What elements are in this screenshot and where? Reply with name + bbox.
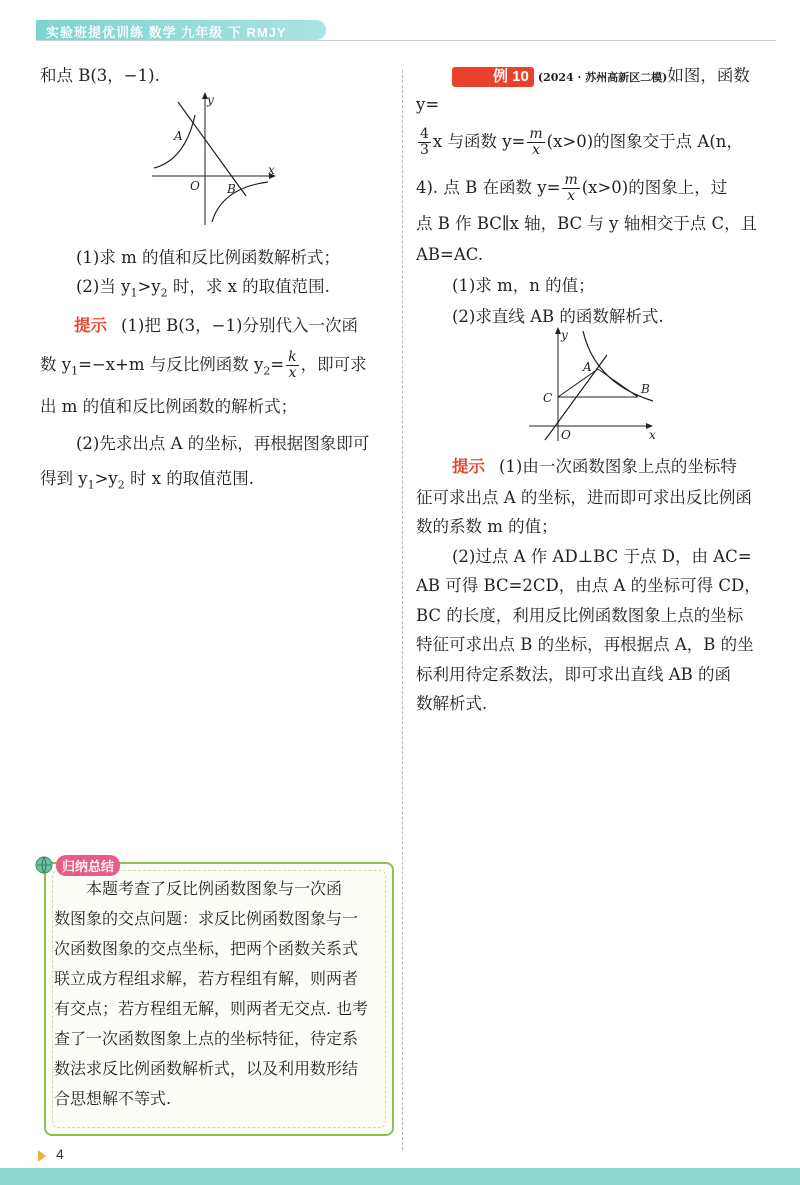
right-segment-ca [558,369,598,397]
right-h7: 特征可求出点 B 的坐标，再根据点 A，B 的坐 [416,635,754,654]
summary-line: 合思想解不等式. [54,1089,172,1108]
summary-text [54,874,386,1114]
left-hint-line2 [40,348,392,388]
summary-line: 查了一次函数图象上点的坐标特征，待定系 [54,1029,359,1048]
right-line5: AB=AC. [416,245,484,264]
right-line2 [416,124,778,160]
right-frac1-den: 3 [420,142,429,158]
right-frac2 [527,127,544,158]
left-hint2-b-pre: 得到 y [40,468,88,488]
header-title: 实验班提优训练 数学 九年级 下 RMJY [46,25,287,40]
left-line1: 和点 B(3，−1). [40,66,160,85]
footer-band [0,1168,800,1185]
right-h4: (2)过点 A 作 AD⊥BC 于点 D，由 AC= [452,546,752,566]
left-q2-sub1: 1 [130,286,138,300]
right-l3-a: 4). 点 B 在函数 y= [416,178,561,197]
left-hint1-b-mid: =−x+m 与反比例函数 y [78,355,264,375]
summary-line: 数法求反比例函数解析式，以及利用数形结 [54,1059,359,1078]
left-q2-pre: (2)当 y [76,277,131,296]
right-frac3 [562,173,579,204]
left-hint2-a: (2)先求出点 A 的坐标，再根据图象即可 [76,433,370,453]
summary-line: 联立成方程组求解，若方程组有解，则两者 [54,969,359,988]
right-frac1-num: 4 [420,126,429,142]
right-column [416,62,778,330]
left-q2-post: 时，求 x 的取值范围. [167,277,330,296]
left-y-label: y [207,93,214,107]
left-hint-label: 提示 [74,317,107,336]
left-hint2-b-sub2: 2 [117,477,125,491]
left-hint1-c: 出 m 的值和反比例函数的解析式； [40,396,298,416]
left-hint1-b-sub: 1 [71,364,79,378]
right-l2-a: x 与函数 y= [432,132,526,151]
left-x-label: x [268,163,275,177]
right-q2: (2)求直线 AB 的函数解析式. [452,307,664,326]
example-source: (2024 · 苏州高新区二模) [537,71,668,84]
left-hint1-b-pre: 数 y [40,355,72,375]
right-h3: 数的系数 m 的值； [416,517,558,536]
right-frac3-den: x [567,188,576,204]
left-point-b-label: B [227,182,236,196]
right-x-label: x [649,428,656,442]
right-h8: 标利用待定系数法，即可求出直线 AB 的函 [416,664,732,684]
globe-icon [34,855,54,875]
summary-line: 次函数图象的交点坐标，把两个函数关系式 [54,939,359,958]
summary-line: 本题考查了反比例函数图象与一次函 [86,879,343,898]
right-hint-label: 提示 [452,458,485,476]
summary-line: 有交点；若方程组无解，则两者无交点. 也考 [54,999,369,1018]
left-point-a-label: A [174,129,183,143]
left-hint1-frac [286,350,298,381]
left-questions [40,244,392,498]
left-hint2-b [40,465,392,498]
left-figure [150,90,280,230]
left-hint1-a: (1)把 B(3，−1)分别代入一次函 [121,316,358,336]
left-hint2-b-sub1: 1 [87,477,95,491]
left-q2-sub2: 2 [160,286,168,300]
right-frac1 [418,127,431,158]
summary-tag [34,854,120,876]
right-h5: AB 可得 BC=2CD，由点 A 的坐标可得 CD， [416,576,761,595]
right-frac2-num: m [529,126,543,142]
right-frac3-num: m [564,172,578,188]
header-rule [36,40,776,41]
right-h2: 征可求出点 A 的坐标，进而即可求出反比例函 [416,487,752,507]
left-hint-line1 [40,312,392,340]
right-line3 [416,170,778,206]
right-y-label: y [561,328,568,342]
right-l1-post: 如图，函数 y= [416,66,750,114]
page-arrow-icon [38,1150,46,1162]
right-line4: 点 B 作 BC∥x 轴，BC 与 y 轴相交于点 C，且 [416,214,758,233]
right-l2-b: (x>0)的图象交于点 A(n， [546,132,743,151]
right-point-a-label: A [583,360,592,374]
left-q2-mid: >y [137,277,161,296]
left-hint1-frac-num: k [288,349,297,366]
left-hint2-b-mid: >y [94,468,118,488]
left-q2 [40,273,392,306]
right-h6: BC 的长度，利用反比例函数图象上点的坐标 [416,605,744,625]
right-point-c-label: C [543,391,553,405]
summary-line: 数图象的交点问题：求反比例函数图象与一 [54,909,359,928]
right-segment-ab [598,369,638,397]
left-hint2-b-post: 时 x 的取值范围. [124,468,255,488]
left-q1: (1)求 m 的值和反比例函数解析式； [76,248,341,267]
page-number: 4 [56,1146,64,1162]
example-tag: 例 10 [452,67,534,87]
left-hint1-b-eq: = [270,355,285,375]
right-frac2-den: x [532,142,540,158]
right-l3-b: (x>0)的图象上，过 [581,178,728,197]
right-h9: 数解析式. [416,694,488,713]
summary-label: 归纳总结 [56,855,120,876]
left-hint1-b-sub2: 2 [263,364,271,378]
right-hint [416,452,778,719]
left-origin-label: O [190,179,200,193]
right-h1: (1)由一次函数图象上点的坐标特 [499,457,737,476]
right-line1 [416,62,778,118]
right-origin-label: O [561,428,571,442]
right-point-b-label: B [641,382,650,396]
column-divider [402,70,403,1150]
left-hint1-frac-den: x [288,365,297,382]
right-figure [525,325,665,445]
left-hint1-b-post: ，即可求 [300,355,367,375]
left-column [40,62,392,89]
right-hint-line1 [416,452,778,483]
right-q1: (1)求 m，n 的值； [452,276,595,295]
